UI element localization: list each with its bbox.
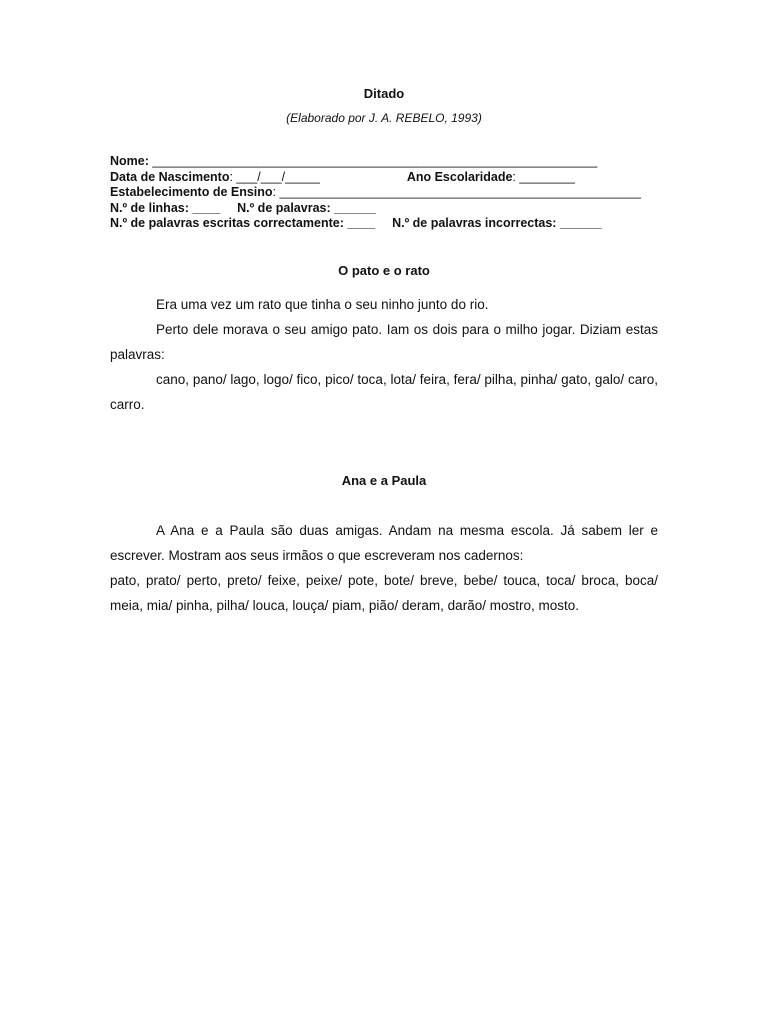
document-page (110, 0, 658, 1024)
section-title-pato-rato: O pato e o rato (338, 263, 430, 278)
ano-escolaridade-line: : ________ (512, 169, 575, 184)
document-title: Ditado (363, 86, 405, 101)
form-row-nome (110, 154, 658, 170)
nascimento-line: : ___/___/_____ (229, 169, 320, 184)
paragraph: A Ana e a Paula são duas amigas. Andam na mesma escola. Já sabem ler e escrever. Mostram aos seus irmãos o que escreveram nos cadernos: (110, 523, 658, 563)
form-row-linhas-palavras (110, 201, 658, 217)
palavras-label: N.º de palavras: ______ (237, 200, 376, 215)
incorrectas-label: N.º de palavras incorrectas: ______ (392, 216, 602, 230)
ano-escolaridade-label: Ano Escolaridade (406, 169, 513, 184)
form-row-nascimento (110, 170, 658, 186)
nome-label: Nome: (110, 154, 149, 168)
section-body-pato-rato (110, 292, 658, 417)
nome-line: ________________________________________________________________ (152, 154, 598, 168)
student-info-form (110, 154, 658, 232)
word-list: pato, prato/ perto, preto/ feixe, peixe/ pote, bote/ breve, bebe/ touca, toca/ broca, boca/ meia, mia/ pinha, pilha/ louca, louça/ piam, pião/ deram, darão/ mostro, mosto. (110, 573, 658, 613)
correctas-label: N.º de palavras escritas correctamente: ____ (110, 216, 376, 230)
form-row-estabelecimento (110, 185, 658, 201)
paragraph: Perto dele morava o seu amigo pato. Iam os dois para o milho jogar. Diziam estas palavras: (110, 322, 658, 362)
word-list: cano, pano/ lago, logo/ fico, pico/ toca, lota/ feira, fera/ pilha, pinha/ gato, galo/ caro, carro. (110, 372, 658, 412)
nascimento-label: Data de Nascimento (110, 169, 230, 184)
linhas-label: N.º de linhas: ____ (110, 200, 221, 215)
section-body-ana-paula (110, 518, 658, 618)
paragraph: Era uma vez um rato que tinha o seu ninho junto do rio. (156, 297, 489, 312)
estabelecimento-line: : ____________________________________________________ (272, 185, 641, 199)
estabelecimento-label: Estabelecimento de Ensino (110, 185, 273, 199)
document-subtitle: (Elaborado por J. A. REBELO, 1993) (286, 111, 482, 125)
section-title-ana-paula: Ana e a Paula (341, 473, 427, 488)
form-row-correctas-incorrectas (110, 216, 658, 232)
